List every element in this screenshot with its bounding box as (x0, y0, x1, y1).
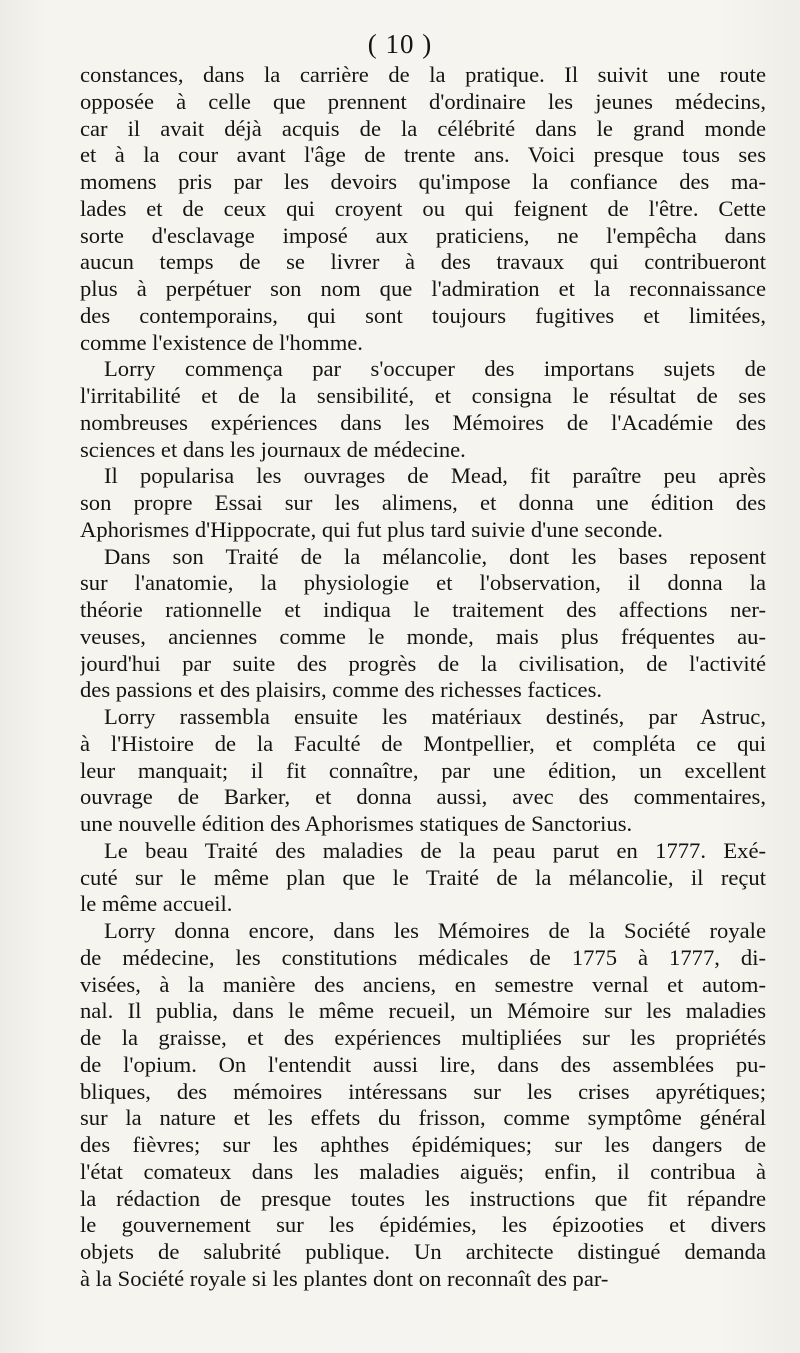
text-line: plus à perpétuer son nom que l'admiration et la reconnaissance (80, 276, 766, 301)
text-line: et à la cour avant l'âge de trente ans. Voici presque tous ses (80, 142, 766, 168)
text-line: des passions et des plaisirs, comme des richesses factices. (80, 677, 603, 703)
text-line: une nouvelle édition des Aphorismes statiques de Sanctorius. (80, 811, 633, 836)
text-line: nombreuses expériences dans les Mémoires de l'Académie des (80, 409, 766, 435)
paragraph (80, 918, 766, 1293)
text-line: sur la nature et les effets du frisson, comme symptôme général (80, 1105, 766, 1131)
paragraph (80, 544, 766, 705)
text-line: le gouvernement sur les épidémies, les épizooties et divers (80, 1212, 766, 1238)
body-text (80, 62, 766, 1293)
text-line: des contemporains, qui sont toujours fugitives et limitées, (80, 302, 766, 328)
text-line: de l'opium. On l'entendit aussi lire, dans des assemblées pu- (80, 1051, 766, 1077)
text-line: à l'Histoire de la Faculté de Montpellier, et compléta ce qui (80, 730, 766, 756)
text-line: sorte d'esclavage imposé aux praticiens, ne l'empêcha dans (80, 222, 766, 248)
text-line: leur manquait; il fit connaître, par une édition, un excellent (80, 757, 766, 783)
text-line: Aphorismes d'Hippocrate, qui fut plus tard suivie d'une seconde. (80, 516, 663, 542)
text-line: de la graisse, et des expériences multipliées sur les propriétés (80, 1025, 766, 1050)
text-line: aucun temps de se livrer à des travaux qui contribueront (80, 249, 766, 275)
text-line: ouvrage de Barker, et donna aussi, avec des commentaires, (80, 784, 766, 810)
text-line: le même accueil. (80, 891, 233, 917)
paragraph (80, 838, 766, 918)
text-line: veuses, anciennes comme le monde, mais plus fréquentes au- (80, 623, 766, 649)
text-line: l'irritabilité et de la sensibilité, et consigna le résultat de ses (80, 383, 766, 408)
text-line: constances, dans la carrière de la pratique. Il suivit une route (80, 62, 766, 87)
text-line: théorie rationnelle et indiqua le traitement des affections ner- (80, 597, 766, 622)
text-line: bliques, des mémoires intéressans sur les crises apyrétiques; (80, 1078, 766, 1104)
text-line: car il avait déjà acquis de la célébrité dans le grand monde (80, 115, 766, 141)
text-line: opposée à celle que prennent d'ordinaire les jeunes médecins, (80, 88, 766, 114)
text-line: la rédaction de presque toutes les instructions que fit répandre (80, 1185, 766, 1211)
text-line: sciences et dans les journaux de médecine. (80, 436, 466, 462)
text-line: Dans son Traité de la mélancolie, dont les bases reposent (104, 543, 766, 569)
text-line: Lorry commença par s'occuper des importans sujets de (104, 356, 766, 382)
text-line: Lorry donna encore, dans les Mémoires de la Société royale (104, 918, 766, 943)
text-line: de médecine, les constitutions médicales de 1775 à 1777, di- (80, 944, 766, 970)
text-line: visées, à la manière des anciens, en semestre vernal et autom- (80, 971, 766, 997)
text-line: son propre Essai sur les alimens, et donna une édition des (80, 490, 766, 515)
text-line: objets de salubrité publique. Un architecte distingué demanda (80, 1239, 766, 1264)
text-line: l'état comateux dans les maladies aiguës; enfin, il contribua à (80, 1158, 766, 1184)
text-line: à la Société royale si les plantes dont on reconnaît des par- (80, 1265, 609, 1291)
text-line: Le beau Traité des maladies de la peau parut en 1777. Exé- (104, 837, 766, 863)
text-line: momens pris par les devoirs qu'impose la confiance des ma- (80, 169, 766, 194)
paragraph (80, 356, 766, 463)
paragraph (80, 463, 766, 543)
text-line: cuté sur le même plan que le Traité de la mélancolie, il reçut (80, 864, 766, 890)
text-line: sur l'anatomie, la physiologie et l'observation, il donna la (80, 570, 766, 596)
paragraph (80, 704, 766, 838)
text-line: lades et de ceux qui croyent ou qui feignent de l'être. Cette (80, 195, 766, 221)
text-line: jourd'hui par suite des progrès de la civilisation, de l'activité (80, 650, 766, 676)
text-line: Lorry rassembla ensuite les matériaux destinés, par Astruc, (104, 704, 766, 729)
text-line: Il popularisa les ouvrages de Mead, fit paraître peu après (104, 463, 766, 489)
paragraph (80, 62, 766, 356)
text-line: nal. Il publia, dans le même recueil, un Mémoire sur les maladies (80, 998, 766, 1024)
text-line: comme l'existence de l'homme. (80, 329, 363, 355)
text-line: des fièvres; sur les aphthes épidémiques; sur les dangers de (80, 1132, 766, 1157)
page-number: ( 10 ) (367, 29, 433, 59)
